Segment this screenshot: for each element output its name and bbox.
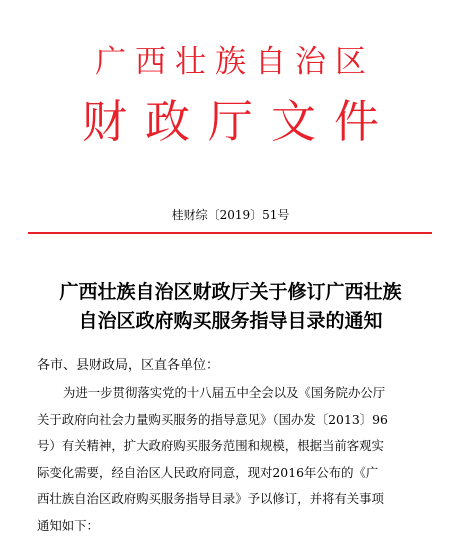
body-paragraph	[37, 380, 432, 540]
body-line: 西壮族自治区政府购买服务指导目录》予以修订，并将有关事项	[37, 491, 384, 507]
body-line: 际变化需要，经自治区人民政府同意，现对2016年公布的《广	[37, 464, 379, 480]
document-title-line: 广西壮族自治区财政厅关于修订广西壮族	[59, 281, 402, 303]
document-title-line: 自治区政府购买服务指导目录的通知	[78, 310, 383, 332]
addressee: 各市、县财政局，区直各单位：	[37, 358, 220, 373]
body-line: 为进一步贯彻落实党的十八届五中全会以及《国务院办公厅	[63, 385, 386, 400]
document-number: 桂财综〔2019〕51号	[171, 208, 290, 222]
body-line: 关于政府向社会力量购买服务的指导意见》（国办发〔2013〕96	[37, 411, 388, 427]
document-type-heading: 财政厅文件	[81, 95, 397, 148]
red-divider-line	[28, 232, 432, 234]
body-line: 通知如下：	[37, 517, 99, 533]
body-line: 号）有关精神，扩大政府购买服务范围和规模，根据当前客观实	[37, 438, 384, 454]
issuer-name: 广西壮族自治区	[95, 44, 375, 80]
document-title	[20, 278, 441, 336]
